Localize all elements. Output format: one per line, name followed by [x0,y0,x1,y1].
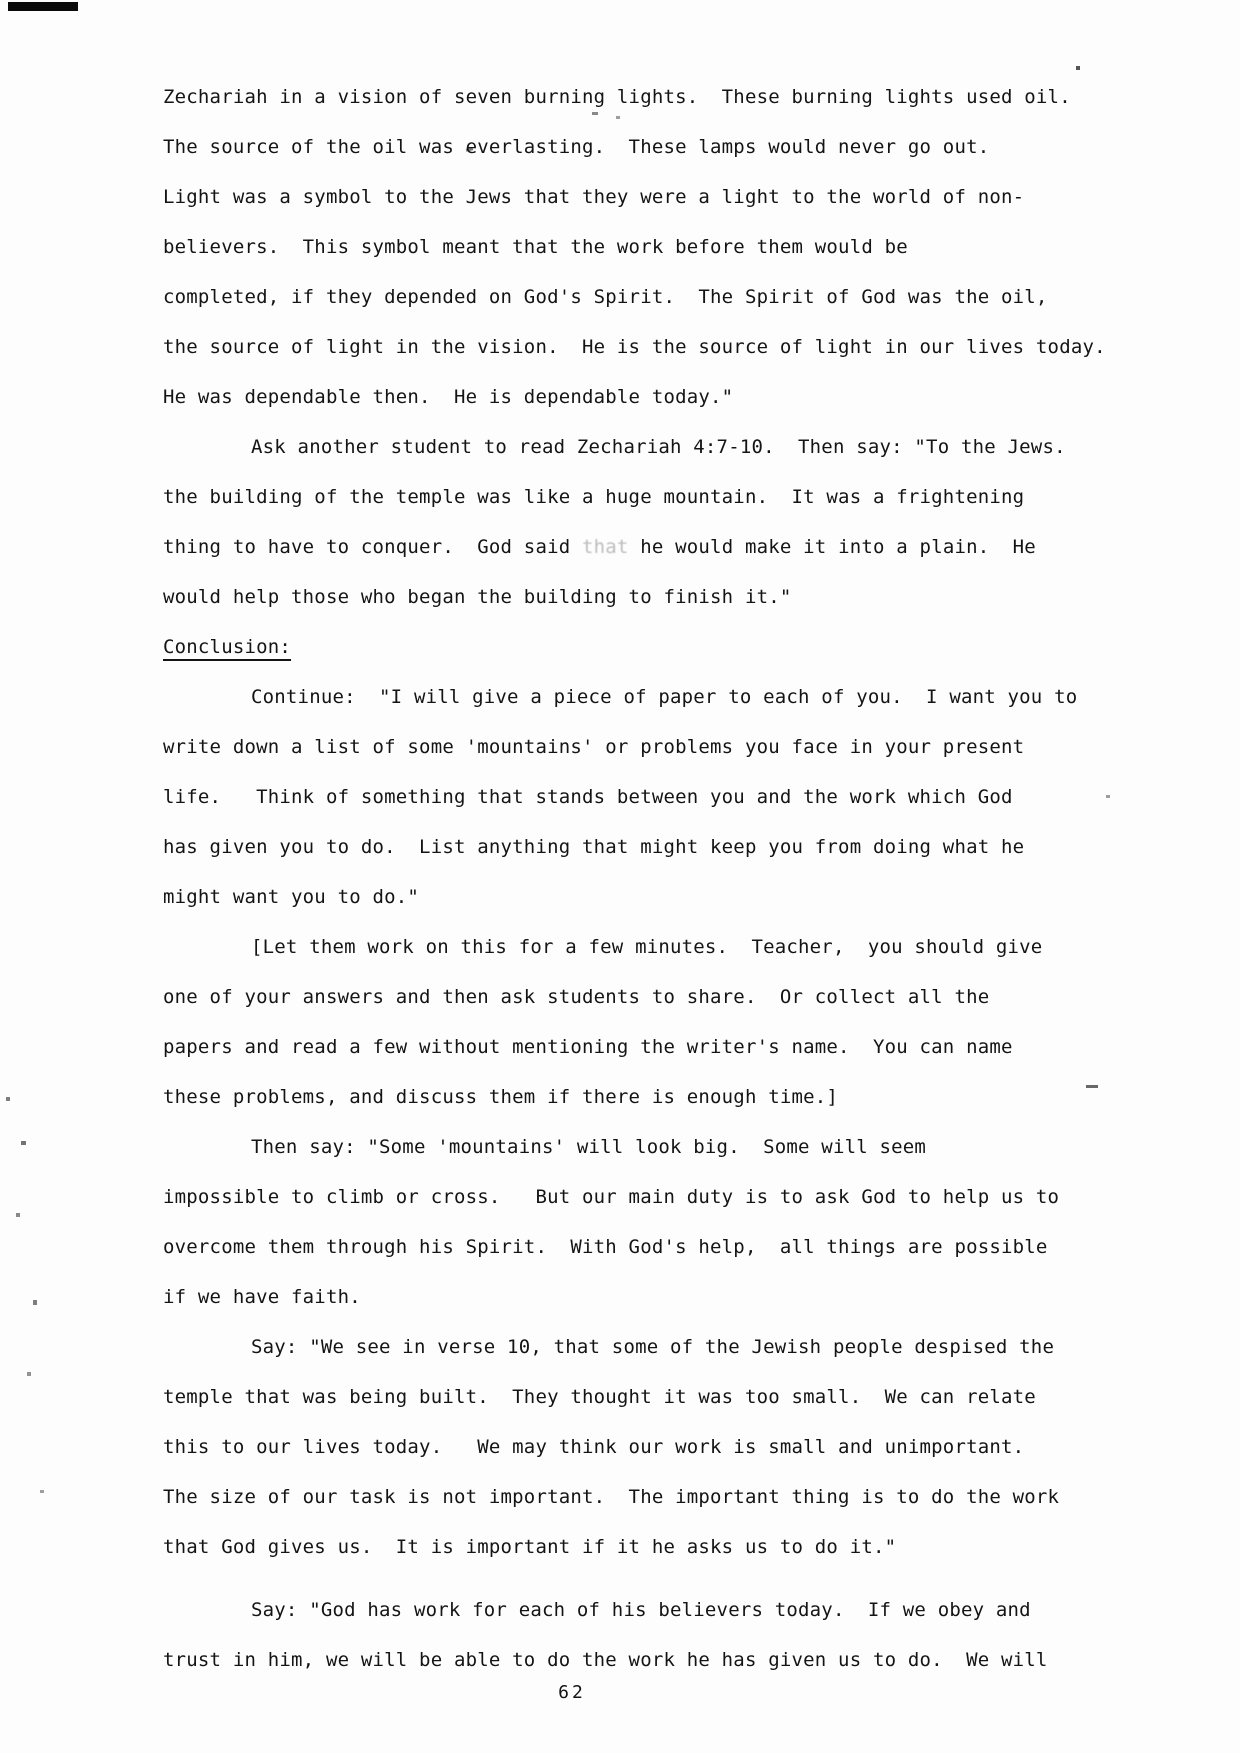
text-line: overcome them through his Spirit. With God's help, all things are possible [163,1236,1048,1258]
scan-speck [16,1213,20,1217]
page-number: 62 [558,1682,586,1703]
text-line-with-faint-word [163,522,1173,572]
text-line: that God gives us. It is important if it he asks us to do it." [163,1536,897,1558]
text-line: Ask another student to read Zechariah 4:7-10. Then say: "To the Jews. [251,436,1066,458]
text-line: papers and read a few without mentioning the writer's name. You can name [163,1036,1013,1058]
text-line: trust in him, we will be able to do the work he has given us to do. We will [163,1649,1048,1671]
text-line: impossible to climb or cross. But our main duty is to ask God to help us to [163,1186,1060,1208]
text-line: might want you to do." [163,886,420,908]
scan-speck [1076,66,1080,70]
text-line: He was dependable then. He is dependable today." [163,386,734,408]
conclusion-heading [163,622,1173,672]
faint-word: that [582,536,629,558]
text-line: Say: "We see in verse 10, that some of the Jewish people despised the [251,1336,1055,1358]
text-line: life. Think of something that stands between you and the work which God [163,786,1013,808]
text-line: believers. This symbol meant that the work before them would be [163,236,908,258]
text-line: [Let them work on this for a few minutes. Teacher, you should give [251,936,1043,958]
lesson-text-block [163,72,1173,1685]
text-line: completed, if they depended on God's Spirit. The Spirit of God was the oil, [163,286,1048,308]
text-line: Say: "God has work for each of his believers today. If we obey and [251,1599,1031,1621]
scan-speck [21,1141,26,1145]
text-line: Continue: "I will give a piece of paper to each of you. I want you to [251,686,1078,708]
text-line: the building of the temple was like a huge mountain. It was a frightening [163,486,1025,508]
text-line: write down a list of some 'mountains' or problems you face in your present [163,736,1025,758]
scan-speck [27,1372,31,1376]
scan-speck [33,1300,37,1305]
text-line: Then say: "Some 'mountains' will look big. Some will seem [251,1136,927,1158]
text-line: Light was a symbol to the Jews that they were a light to the world of non- [163,186,1025,208]
text-line: this to our lives today. We may think our work is small and unimportant. [163,1436,1025,1458]
text-segment: thing to have to conquer. God said [163,536,583,558]
text-line: temple that was being built. They thought it was too small. We can relate [163,1386,1036,1408]
text-line: The size of our task is not important. The important thing is to do the work [163,1486,1060,1508]
text-line: Zechariah in a vision of seven burning lights. These burning lights used oil. [163,86,1071,108]
scan-speck [40,1490,44,1493]
text-line: The source of the oil was everlasting. These lamps would never go out. [163,136,990,158]
redaction-mark [8,2,78,11]
conclusion-heading-label: Conclusion: [163,636,292,658]
text-line: one of your answers and then ask students to share. Or collect all the [163,986,990,1008]
text-line: these problems, and discuss them if there is enough time.] [163,1086,839,1108]
text-line: the source of light in the vision. He is the source of light in our lives today. [163,336,1106,358]
text-line: if we have faith. [163,1286,361,1308]
text-segment: he would make it into a plain. He [628,536,1036,558]
scan-speck [6,1097,10,1101]
text-line: would help those who began the building to finish it." [163,586,792,608]
text-line: has given you to do. List anything that might keep you from doing what he [163,836,1025,858]
